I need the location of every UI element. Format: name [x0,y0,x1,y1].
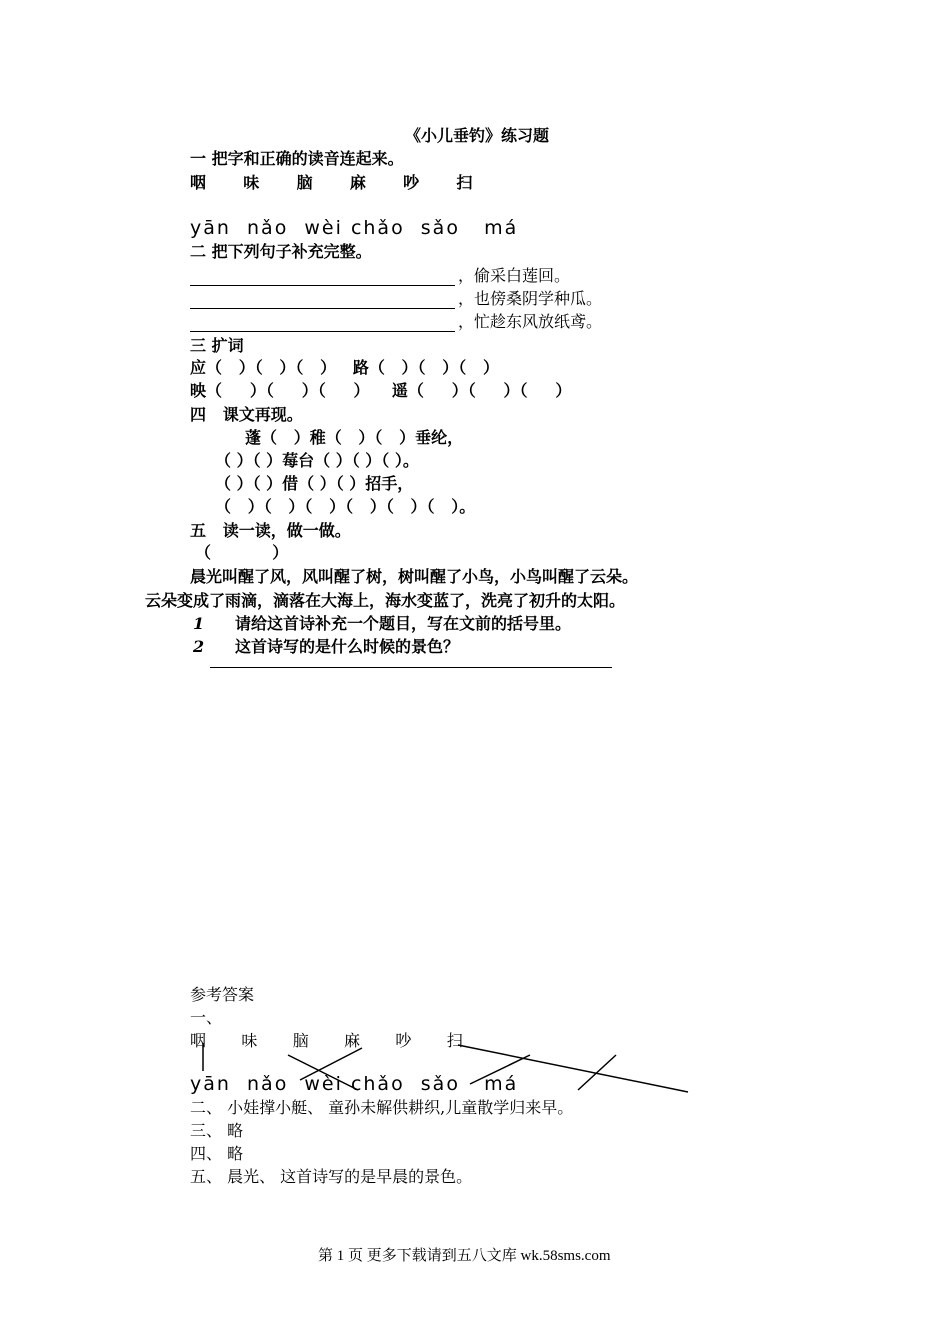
q2-line-3: ，忙趁东风放纸鸢。 [458,312,603,331]
q5-item-1-number: 1 [193,614,205,633]
q5-paragraph-1: 晨光叫醒了风，风叫醒了树，树叫醒了小鸟，小鸟叫醒了云朵。 [190,567,639,586]
answer-4: 四、 略 [190,1144,244,1163]
q5-title-blank[interactable]: （ ） [195,543,289,562]
answer-1-chars: 咽 味 脑 麻 吵 扫 [190,1031,466,1050]
q5-item-1-text: 请给这首诗补充一个题目，写在文前的括号里。 [235,614,572,633]
q3-row-2: 映（ ）（ ）（ ） 遥（ ）（ ）（ ） [190,381,572,400]
q4-line-3: （ ）（ ）借（ ）（ ）招手， [215,474,414,493]
match-line-wei [288,1055,358,1090]
q4-heading: 四 课文再现。 [190,405,303,424]
q5-item-2-number: 2 [193,637,205,656]
q1-heading: 一 把字和正确的读音连起来。 [190,149,404,168]
q1-chars: 咽 味 脑 麻 吵 扫 [190,173,476,192]
q3-heading: 三 扩词 [190,336,244,355]
match-line-ma [458,1045,688,1092]
match-line-sao [578,1055,616,1090]
q1-pinyin: yān nǎo wèi chǎo sǎo má [190,217,519,239]
answer-2: 二、 小娃撑小艇、 童孙未解供耕织,儿童散学归来早。 [190,1098,574,1117]
q5-item-2-text: 这首诗写的是什么时候的景色？ [235,637,460,656]
answer-1-pinyin: yān nǎo wèi chǎo sǎo má [190,1073,519,1095]
q4-line-2: （ ）（ ）莓台（ ）（ ）（ ）。 [215,451,419,470]
q5-heading: 五 读一读，做一做。 [190,521,351,540]
q3-row-1: 应（ ）（ ）（ ） 路（ ）（ ）（ ） [190,358,499,377]
q5-paragraph-2: 云朵变成了雨滴，滴落在大海上，海水变蓝了，洗亮了初升的太阳。 [145,591,626,610]
answer-5: 五、 晨光、 这首诗写的是早晨的景色。 [190,1167,473,1186]
q2-line-1: ，偷采白莲回。 [458,266,571,285]
page-footer: 第 1 页 更多下载请到五八文库 wk.58sms.com [318,1248,611,1264]
answers-heading: 参考答案 [190,985,255,1004]
match-line-nao [300,1048,362,1080]
q2-line-2: ，也傍桑阴学种瓜。 [458,289,603,308]
answer-3: 三、 略 [190,1121,244,1140]
answer-1-label: 一、 [190,1008,223,1027]
page-title: 《小儿垂钓》练习题 [405,126,550,145]
match-line-chao [470,1055,530,1084]
q4-line-4: （ ）（ ）（ ）（ ）（ ）（ ）。 [215,497,476,516]
q4-line-1: 蓬（ ）稚（ ）（ ）垂纶， [245,428,464,447]
q2-heading: 二 把下列句子补充完整。 [190,242,372,261]
